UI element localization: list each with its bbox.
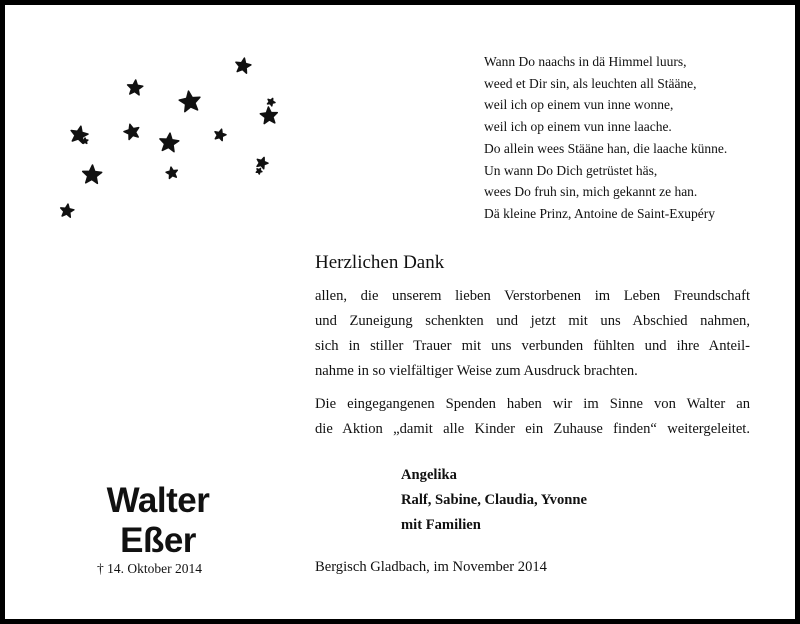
star-icon — [257, 157, 268, 168]
signer-line: Angelika — [401, 467, 457, 483]
star-icon — [83, 165, 102, 183]
star-icon — [160, 133, 179, 152]
star-icon — [61, 204, 74, 217]
star-icon — [166, 167, 177, 178]
text-line: und Zuneigung schenkten und jetzt mit uns Abschied nahmen, — [315, 313, 750, 329]
poem-line: weed et Dir sin, als leuchten all Stääne, — [484, 75, 697, 91]
last-name: Eßer — [120, 521, 196, 560]
star-icon — [256, 168, 262, 174]
place-date: Bergisch Gladbach, im November 2014 — [315, 559, 547, 575]
thanks-paragraph — [315, 284, 750, 384]
text-line: nahme in so vielfältiger Weise zum Ausdruck brachten. — [315, 363, 638, 379]
signer-line: mit Familien — [401, 517, 481, 533]
stars-decoration — [45, 45, 305, 235]
deceased-name — [85, 481, 231, 561]
star-icon — [179, 91, 200, 112]
text-line: sich in stiller Trauer mit uns verbunden fühlten und ihre Anteil- — [315, 338, 750, 354]
poem-line: wees Do fruh sin, mich gekannt ze han. — [484, 184, 698, 200]
poem-line: Un wann Do Dich getrüstet häs, — [484, 162, 658, 178]
first-name: Walter — [106, 481, 210, 520]
poem-line: Wann Do naachs in dä Himmel luurs, — [484, 54, 687, 69]
poem-line: weil ich op einem vun inne laache. — [484, 119, 672, 135]
signers — [401, 463, 587, 538]
signer-line: Ralf, Sabine, Claudia, Yvonne — [401, 492, 587, 508]
poem-line: weil ich op einem vun inne wonne, — [484, 97, 674, 113]
star-icon — [124, 124, 139, 139]
poem-line: Do allein wees Stääne han, die laache künne. — [484, 140, 728, 156]
death-date: † 14. Oktober 2014 — [97, 561, 202, 576]
text-line: allen, die unserem lieben Verstorbenen im Leben Freundschaft — [315, 288, 750, 304]
poem — [484, 51, 784, 225]
star-icon — [128, 80, 143, 95]
star-icon — [260, 107, 277, 124]
text-line: Die eingegangenen Spenden haben wir im Sinne von Walter an — [315, 396, 750, 412]
donation-paragraph — [315, 392, 750, 442]
text-line: die Aktion „damit alle Kinder ein Zuhause finden“ weitergeleitet. — [315, 421, 750, 437]
thanks-heading: Herzlichen Dank — [315, 252, 445, 273]
star-icon — [268, 98, 276, 106]
poem-attribution: Dä kleine Prinz, Antoine de Saint-Exupéry — [484, 205, 715, 221]
star-icon — [236, 58, 251, 73]
star-icon — [215, 129, 226, 140]
